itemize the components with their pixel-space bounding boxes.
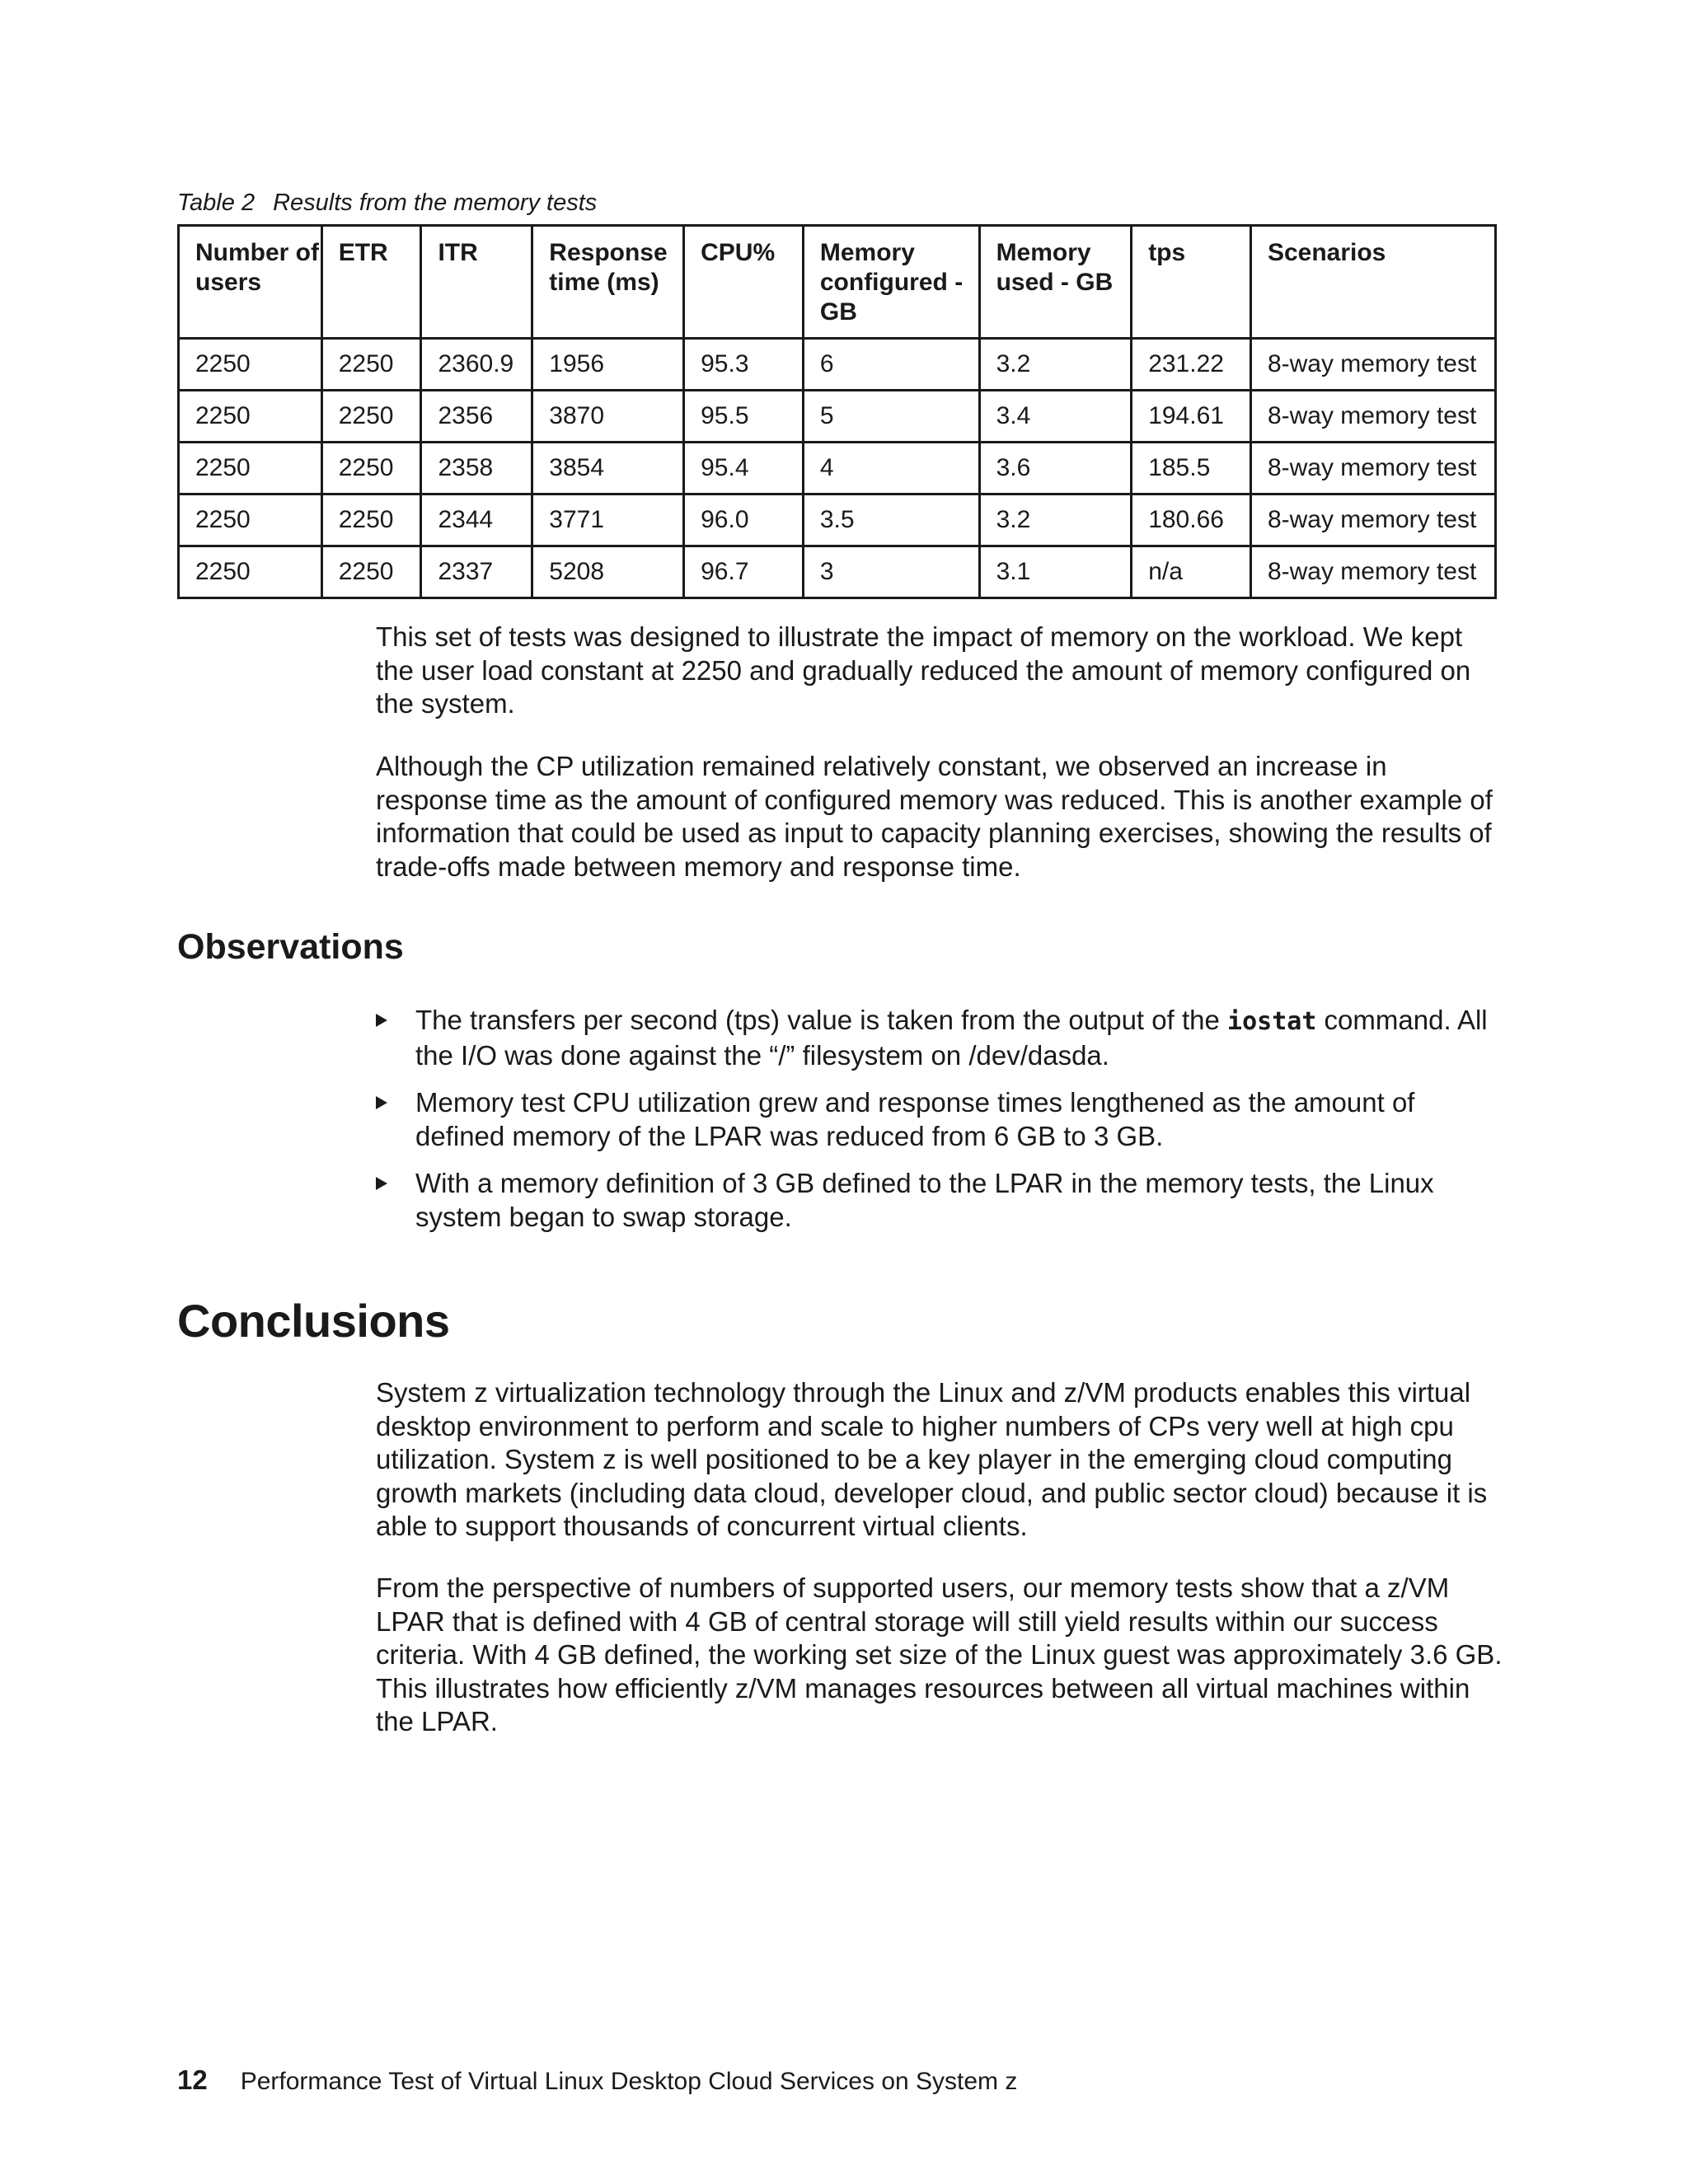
table-caption — [177, 190, 597, 217]
bullet-text: With a memory definition of 3 GB defined to the LPAR in the memory tests, the Linux system began to swap storage. — [415, 1168, 1434, 1232]
table-cell: 3.1 — [979, 546, 1132, 598]
bullet-arrow-icon — [376, 1177, 387, 1190]
table-cell: 2250 — [179, 494, 322, 546]
table-cell: 231.22 — [1132, 339, 1251, 391]
table-cell: 2250 — [321, 339, 421, 391]
header-cell: CPU% — [684, 226, 804, 339]
table-row — [179, 391, 1496, 443]
table-cell: 95.4 — [684, 443, 804, 494]
table-header-row — [179, 226, 1496, 339]
memory-results-table — [177, 224, 1497, 599]
table-cell: 8-way memory test — [1250, 339, 1495, 391]
list-item — [376, 1086, 1505, 1153]
table-cell: 185.5 — [1132, 443, 1251, 494]
table-cell: 2344 — [421, 494, 532, 546]
table-cell: 95.3 — [684, 339, 804, 391]
memory-intro-paragraph: This set of tests was designed to illustrate the impact of memory on the workload. We kept the user load constant at 2250 and gradually reduced the amount of memory configured on the system. — [376, 621, 1471, 719]
conclusions-heading: Conclusions — [177, 1295, 450, 1347]
table-cell: 3.2 — [979, 339, 1132, 391]
table-cell: 3.6 — [979, 443, 1132, 494]
bullet-text: Memory test CPU utilization grew and response times lengthened as the amount of defined memory of the LPAR was reduced from 6 GB to 3 GB. — [415, 1087, 1415, 1151]
header-cell: Memory used - GB — [979, 226, 1132, 339]
table-cell: 1956 — [532, 339, 684, 391]
table-cell: 180.66 — [1132, 494, 1251, 546]
bullet-text-pre: The transfers per second (tps) value is taken from the output of the — [415, 1005, 1228, 1035]
table-cell: 2250 — [321, 443, 421, 494]
header-cell: ETR — [321, 226, 421, 339]
table-row — [179, 494, 1496, 546]
table-cell: 95.5 — [684, 391, 804, 443]
table-cell: 8-way memory test — [1250, 494, 1495, 546]
table-cell: 3.4 — [979, 391, 1132, 443]
table-cell: 3870 — [532, 391, 684, 443]
table-cell: 6 — [803, 339, 979, 391]
observations-heading: Observations — [177, 927, 404, 967]
conclusions-paragraph-1: System z virtualization technology through the Linux and z/VM products enables this virtual desktop environment to perform and scale to higher numbers of CPs very well at high cpu utilization. System z is well positioned to be a key player in the emerging cloud computing growth markets (including data cloud, developer cloud, and public sector cloud) because it is able to support thousands of concurrent virtual clients. — [376, 1377, 1488, 1541]
table-cell: 2250 — [179, 443, 322, 494]
table-cell: 4 — [803, 443, 979, 494]
table-cell: 2250 — [179, 391, 322, 443]
table-cell: 2250 — [321, 391, 421, 443]
table-cell: 2337 — [421, 546, 532, 598]
bullet-arrow-icon — [376, 1096, 387, 1109]
header-cell: ITR — [421, 226, 532, 339]
header-cell: Scenarios — [1250, 226, 1495, 339]
memory-analysis-paragraph: Although the CP utilization remained relatively constant, we observed an increase in response time as the amount of configured memory was reduced. This is another example of information that could be used as input to capacity planning exercises, showing the results of trade-offs made between memory and response time. — [376, 751, 1493, 882]
table-cell: 3 — [803, 546, 979, 598]
table-cell: 8-way memory test — [1250, 443, 1495, 494]
table-cell: 5 — [803, 391, 979, 443]
table-row — [179, 443, 1496, 494]
header-cell: Number of users — [179, 226, 322, 339]
table-cell: 8-way memory test — [1250, 546, 1495, 598]
list-item — [376, 1004, 1505, 1072]
table-cell: 96.0 — [684, 494, 804, 546]
list-item — [376, 1167, 1505, 1234]
observations-list — [376, 1004, 1505, 1248]
table-cell: 96.7 — [684, 546, 804, 598]
table-row — [179, 546, 1496, 598]
table-cell: 2250 — [179, 339, 322, 391]
table-row — [179, 339, 1496, 391]
page-number: 12 — [177, 2064, 208, 2095]
page-footer — [177, 2064, 1017, 2096]
table-cell: 8-way memory test — [1250, 391, 1495, 443]
header-cell: Memory configured - GB — [803, 226, 979, 339]
table-cell: 3771 — [532, 494, 684, 546]
header-cell: tps — [1132, 226, 1251, 339]
table-cell: 2250 — [321, 494, 421, 546]
table-cell: 2356 — [421, 391, 532, 443]
header-cell: Response time (ms) — [532, 226, 684, 339]
table-cell: 194.61 — [1132, 391, 1251, 443]
conclusions-paragraph-2: From the perspective of numbers of supported users, our memory tests show that a z/VM LPAR that is defined with 4 GB of central storage will still yield results within our success criteria. With 4 GB defined, the working set size of the Linux guest was approximately 3.6 GB. This illustrates how efficiently z/VM manages resources between all virtual machines within the LPAR. — [376, 1572, 1503, 1736]
table-cell: 3854 — [532, 443, 684, 494]
table-cell: 5208 — [532, 546, 684, 598]
table-cell: 2250 — [179, 546, 322, 598]
bullet-text-post: command. All the I/O was done against the “/” filesystem on /dev/dasda. — [415, 1005, 1488, 1071]
table-cell: 3.5 — [803, 494, 979, 546]
iostat-command: iostat — [1227, 1007, 1317, 1036]
bullet-arrow-icon — [376, 1014, 387, 1027]
table-cell: 2358 — [421, 443, 532, 494]
table-cell: 2360.9 — [421, 339, 532, 391]
table-cell: 2250 — [321, 546, 421, 598]
table-cell: n/a — [1132, 546, 1251, 598]
table-caption-label: Table 2 — [177, 190, 256, 216]
table-caption-title: Results from the memory tests — [273, 190, 598, 216]
footer-title: Performance Test of Virtual Linux Desktop Cloud Services on System z — [240, 2068, 1018, 2095]
table-cell: 3.2 — [979, 494, 1132, 546]
